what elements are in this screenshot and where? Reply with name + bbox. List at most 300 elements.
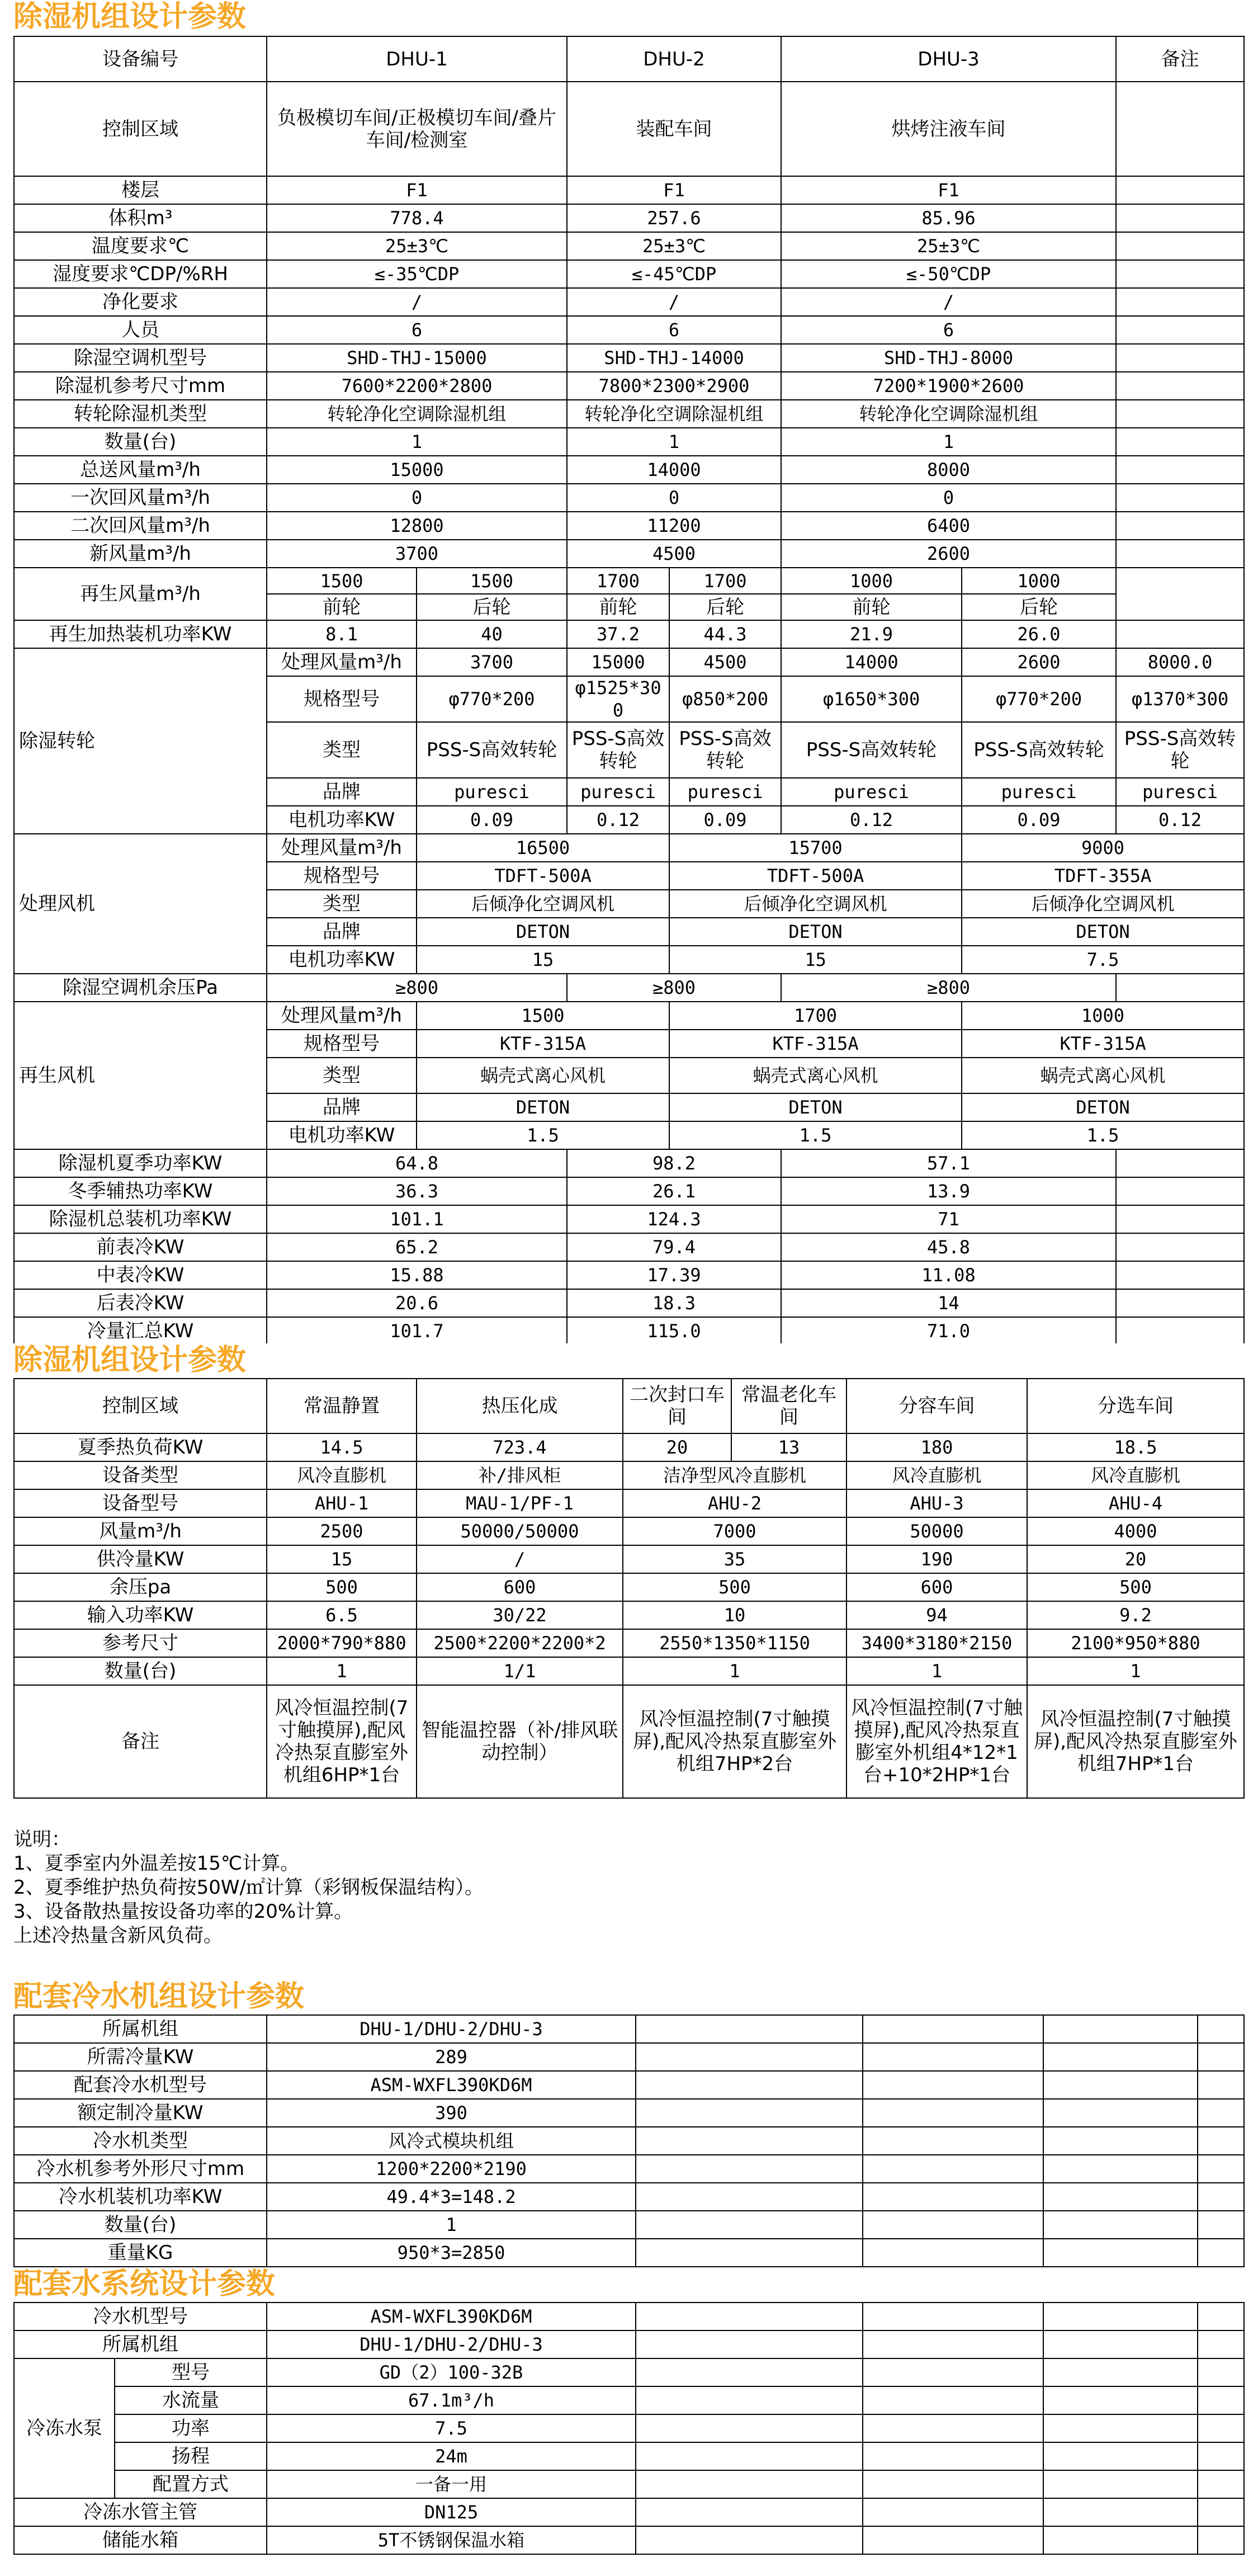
empty-cell	[863, 2155, 1043, 2183]
table-cell: 101.7	[267, 1317, 567, 1345]
table-row	[14, 2015, 1244, 2043]
table-cell: puresci	[567, 778, 669, 806]
row-header: 扬程	[115, 2442, 267, 2470]
table-cell: 500	[623, 1573, 846, 1601]
empty-cell	[636, 2211, 863, 2239]
table-row	[14, 316, 1244, 344]
table-row	[14, 648, 1244, 676]
table-cell: 负极模切车间/正极模切车间/叠片车间/检测室	[267, 82, 567, 176]
table-cell: 一备一用	[267, 2470, 636, 2498]
empty-cell	[1043, 2155, 1198, 2183]
table-cell: 13	[731, 1433, 846, 1461]
table-cell: PSS-S高效转轮	[567, 722, 669, 778]
empty-cell	[1198, 2155, 1244, 2183]
table-cell: 4000	[1027, 1517, 1244, 1545]
table-cell: 1700	[669, 568, 781, 594]
row-header: 前表冷KW	[14, 1233, 267, 1261]
remark-text: 智能温控器（补/排风联动控制）	[417, 1685, 623, 1798]
table-cell: 转轮净化空调除湿机组	[567, 400, 781, 428]
row-header: 新风量m³/h	[14, 540, 267, 568]
row-header: 品牌	[267, 1093, 417, 1121]
table-cell: DETON	[417, 1093, 669, 1121]
table-cell: F1	[267, 176, 567, 204]
empty-cell	[1043, 2470, 1198, 2498]
empty-cell	[1043, 2414, 1198, 2442]
table-cell: 64.8	[267, 1149, 567, 1177]
remark-cell	[1116, 1177, 1244, 1205]
table-cell: TDFT-500A	[669, 862, 962, 890]
row-header: 类型	[267, 890, 417, 918]
empty-cell	[1043, 2099, 1198, 2127]
empty-cell	[636, 2239, 863, 2267]
table-cell: 15700	[669, 834, 962, 862]
table-cell: 11200	[567, 512, 781, 540]
table-cell: 3700	[417, 648, 567, 676]
row-header: 湿度要求℃DP/%RH	[14, 260, 267, 288]
table-cell: 转轮净化空调除湿机组	[781, 400, 1116, 428]
row-header: 规格型号	[267, 862, 417, 890]
empty-cell	[863, 2211, 1043, 2239]
table-cell: 20	[1027, 1545, 1244, 1573]
row-header: 数量(台)	[14, 1657, 267, 1685]
table-cell: 25±3℃	[267, 232, 567, 260]
table-row	[14, 2183, 1244, 2211]
table-cell: 0.09	[962, 806, 1116, 834]
table-cell: 2500*2200*2200*2	[417, 1629, 623, 1657]
table-cell: DETON	[962, 1093, 1244, 1121]
table-cell: 79.4	[567, 1233, 781, 1261]
table-cell: 蜗壳式离心风机	[669, 1058, 962, 1093]
table-cell: 1/1	[417, 1657, 623, 1685]
empty-cell	[1198, 2498, 1244, 2526]
row-header: 设备类型	[14, 1461, 267, 1489]
table-cell: 15.88	[267, 1261, 567, 1289]
column-header: DHU-2	[567, 36, 781, 82]
table-cell: 7.5	[267, 2414, 636, 2442]
table-cell: 45.8	[781, 1233, 1116, 1261]
table-cell: DETON	[669, 1093, 962, 1121]
table-cell: ≤-50℃DP	[781, 260, 1116, 288]
table-cell: 20	[623, 1433, 731, 1461]
table-cell: 0.12	[781, 806, 962, 834]
table-cell: /	[781, 288, 1116, 316]
empty-cell	[1043, 2183, 1198, 2211]
row-header: 所需冷量KW	[14, 2043, 267, 2071]
dehumidifier-params-table	[13, 36, 1245, 1346]
table-cell: 风冷直膨机	[846, 1461, 1027, 1489]
remark-cell	[1116, 1289, 1244, 1317]
table-row	[14, 1573, 1244, 1601]
empty-cell	[1198, 2239, 1244, 2267]
table-row	[14, 2386, 1244, 2414]
table-cell: 1200*2200*2190	[267, 2155, 636, 2183]
table-row	[14, 1233, 1244, 1261]
remark-text: 风冷恒温控制(7寸触摸屏),配风冷热泵直膨室外机组7HP*2台	[623, 1685, 846, 1798]
table-cell: 500	[1027, 1573, 1244, 1601]
table-cell: 0.09	[417, 806, 567, 834]
table-cell: AHU-2	[623, 1489, 846, 1517]
table-cell: 后倾净化空调风机	[417, 890, 669, 918]
row-header: 再生风量m³/h	[14, 568, 267, 620]
empty-cell	[1043, 2071, 1198, 2099]
empty-cell	[1198, 2358, 1244, 2386]
row-header: 转轮除湿机类型	[14, 400, 267, 428]
table-row	[14, 1517, 1244, 1545]
table-cell: 20.6	[267, 1289, 567, 1317]
table-cell: 500	[267, 1573, 417, 1601]
table-row	[14, 2043, 1244, 2071]
row-header: 数量(台)	[14, 428, 267, 456]
table-row	[14, 974, 1244, 1002]
empty-cell	[1043, 2211, 1198, 2239]
table-cell: 94	[846, 1601, 1027, 1629]
empty-cell	[1043, 2358, 1198, 2386]
empty-cell	[863, 2470, 1043, 2498]
notes-line: 说明：	[13, 1828, 70, 1851]
row-header: 所属机组	[14, 2330, 267, 2358]
empty-cell	[863, 2239, 1043, 2267]
table-cell: 600	[417, 1573, 623, 1601]
row-header: 冷水机类型	[14, 2127, 267, 2155]
empty-cell	[1043, 2303, 1198, 2330]
notes-line: 上述冷热量含新风负荷。	[13, 1924, 223, 1947]
table-cell: 7200*1900*2600	[781, 372, 1116, 400]
row-header: 处理风量m³/h	[267, 1002, 417, 1030]
table-cell: 11.08	[781, 1261, 1116, 1289]
table-cell: 50000	[846, 1517, 1027, 1545]
table-cell: 6	[267, 316, 567, 344]
table-cell: 1	[267, 1657, 417, 1685]
table-cell: 778.4	[267, 204, 567, 232]
table-cell: DETON	[962, 918, 1244, 946]
empty-cell	[863, 2015, 1043, 2043]
table-cell: 25±3℃	[781, 232, 1116, 260]
row-header: 品牌	[267, 778, 417, 806]
column-header: 分选车间	[1027, 1379, 1244, 1433]
empty-cell	[1043, 2526, 1198, 2554]
empty-cell	[636, 2414, 863, 2442]
row-header: 设备型号	[14, 1489, 267, 1517]
table-cell: 7600*2200*2800	[267, 372, 567, 400]
table-cell: 补/排风柜	[417, 1461, 623, 1489]
table-cell: DETON	[669, 918, 962, 946]
column-header: 分容车间	[846, 1379, 1027, 1433]
table-cell: 前轮	[781, 594, 962, 620]
column-header: 热压化成	[417, 1379, 623, 1433]
empty-cell	[1043, 2386, 1198, 2414]
remark-cell	[1116, 82, 1244, 176]
row-header: 冷量汇总KW	[14, 1317, 267, 1345]
table-row	[14, 1489, 1244, 1517]
table-cell: 50000/50000	[417, 1517, 623, 1545]
table-cell: ≤-35℃DP	[267, 260, 567, 288]
row-header: 型号	[115, 2358, 267, 2386]
table-cell: 1.5	[417, 1121, 669, 1149]
table-row	[14, 36, 1244, 82]
empty-cell	[636, 2099, 863, 2127]
table-cell: 26.0	[962, 620, 1116, 648]
table-cell: 1	[781, 428, 1116, 456]
row-header: 除湿机夏季功率KW	[14, 1149, 267, 1177]
empty-cell	[1198, 2043, 1244, 2071]
row-header: 水流量	[115, 2386, 267, 2414]
table-cell: 0	[567, 484, 781, 512]
row-header: 总送风量m³/h	[14, 456, 267, 484]
table-cell: MAU-1/PF-1	[417, 1489, 623, 1517]
table-row	[14, 2211, 1244, 2239]
column-header: 常温老化车间	[731, 1379, 846, 1433]
table-row	[14, 1433, 1244, 1461]
row-header: 净化要求	[14, 288, 267, 316]
row-header: 备注	[14, 1685, 267, 1798]
table-row	[14, 834, 1244, 862]
remark-cell	[1116, 456, 1244, 484]
remark-cell	[1116, 344, 1244, 372]
table-cell: AHU-4	[1027, 1489, 1244, 1517]
table-cell: 8.1	[267, 620, 417, 648]
table-row	[14, 82, 1244, 176]
table-cell: 后轮	[962, 594, 1116, 620]
table-cell: 6400	[781, 512, 1116, 540]
table-cell: 8000.0	[1116, 648, 1244, 676]
table-cell: /	[417, 1545, 623, 1573]
remark-cell	[1116, 288, 1244, 316]
row-header: 除湿空调机型号	[14, 344, 267, 372]
empty-cell	[863, 2183, 1043, 2211]
row-header: 所属机组	[14, 2015, 267, 2043]
table-cell: 1500	[417, 1002, 669, 1030]
table-row	[14, 2099, 1244, 2127]
row-header: 类型	[267, 1058, 417, 1093]
remark-cell	[1116, 512, 1244, 540]
column-header: 常温静置	[267, 1379, 417, 1433]
remark-cell	[1116, 260, 1244, 288]
row-header: 电机功率KW	[267, 806, 417, 834]
empty-cell	[636, 2358, 863, 2386]
table-row	[14, 372, 1244, 400]
empty-cell	[863, 2414, 1043, 2442]
row-header: 类型	[267, 722, 417, 778]
table-cell: 3700	[267, 540, 567, 568]
table-cell: 6.5	[267, 1601, 417, 1629]
table-cell: 17.39	[567, 1261, 781, 1289]
table-cell: 2550*1350*1150	[623, 1629, 846, 1657]
table-cell: φ850*200	[669, 676, 781, 722]
table-row	[14, 204, 1244, 232]
table-cell: 6	[781, 316, 1116, 344]
empty-cell	[1043, 2330, 1198, 2358]
empty-cell	[1043, 2498, 1198, 2526]
table-cell: 30/22	[417, 1601, 623, 1629]
table-cell: 124.3	[567, 1205, 781, 1233]
row-header: 配置方式	[115, 2470, 267, 2498]
table-cell: 25±3℃	[567, 232, 781, 260]
table-cell: 1	[846, 1657, 1027, 1685]
empty-cell	[863, 2386, 1043, 2414]
chiller-params-table	[13, 2014, 1245, 2267]
table-cell: 1.5	[962, 1121, 1244, 1149]
row-header: 除湿空调机余压Pa	[14, 974, 267, 1002]
empty-cell	[863, 2442, 1043, 2470]
column-header: DHU-1	[267, 36, 567, 82]
table-cell: 4500	[669, 648, 781, 676]
table-cell: 1000	[962, 568, 1116, 594]
row-header: 额定制冷量KW	[14, 2099, 267, 2127]
row-header: 配套冷水机型号	[14, 2071, 267, 2099]
table-cell: ≥800	[567, 974, 781, 1002]
table-cell: φ1370*300	[1116, 676, 1244, 722]
table-row	[14, 1149, 1244, 1177]
row-header: 重量KG	[14, 2239, 267, 2267]
table-row	[14, 2239, 1244, 2267]
section-title-water-system: 配套水系统设计参数	[13, 2267, 1258, 2302]
table-cell: 后轮	[669, 594, 781, 620]
row-header: 数量(台)	[14, 2211, 267, 2239]
column-header: DHU-3	[781, 36, 1116, 82]
empty-cell	[1198, 2099, 1244, 2127]
table-cell: /	[567, 288, 781, 316]
table-cell: 49.4*3=148.2	[267, 2183, 636, 2211]
table-row	[14, 232, 1244, 260]
empty-cell	[863, 2526, 1043, 2554]
row-header: 输入功率KW	[14, 1601, 267, 1629]
table-cell: 180	[846, 1433, 1027, 1461]
remark-cell	[1116, 620, 1244, 648]
section-title-dehumidifier: 除湿机组设计参数	[13, 0, 1258, 36]
table-cell: 2100*950*880	[1027, 1629, 1244, 1657]
empty-cell	[1043, 2239, 1198, 2267]
table-cell: 40	[417, 620, 567, 648]
table-row	[14, 1002, 1244, 1030]
table-cell: GD（2）100-32B	[267, 2358, 636, 2386]
table-cell: 前轮	[267, 594, 417, 620]
table-cell: 35	[623, 1545, 846, 1573]
row-header: 规格型号	[267, 1030, 417, 1058]
table-cell: PSS-S高效转轮	[962, 722, 1116, 778]
table-cell: 14000	[781, 648, 962, 676]
table-cell: 后倾净化空调风机	[962, 890, 1244, 918]
table-cell: 9000	[962, 834, 1244, 862]
remark-text: 风冷恒温控制(7寸触摸屏),配风冷热泵直膨室外机组7HP*1台	[1027, 1685, 1244, 1798]
table-cell: ASM-WXFL390KD6M	[267, 2303, 636, 2330]
notes-block	[13, 1828, 1243, 1948]
column-header: 二次封口车间	[623, 1379, 731, 1433]
table-cell: 390	[267, 2099, 636, 2127]
group-label: 处理风机	[14, 834, 267, 974]
table-cell: 36.3	[267, 1177, 567, 1205]
table-row	[14, 1205, 1244, 1233]
row-header: 温度要求℃	[14, 232, 267, 260]
table-row	[14, 2155, 1244, 2183]
table-cell: 3400*3180*2150	[846, 1629, 1027, 1657]
table-row	[14, 1317, 1244, 1345]
empty-cell	[1198, 2015, 1244, 2043]
table-cell: /	[267, 288, 567, 316]
empty-cell	[1198, 2386, 1244, 2414]
table-cell: 10	[623, 1601, 846, 1629]
table-row	[14, 620, 1244, 648]
table-cell: 37.2	[567, 620, 669, 648]
row-header: 冷水机型号	[14, 2303, 267, 2330]
row-header: 夏季热负荷KW	[14, 1433, 267, 1461]
table-row	[14, 288, 1244, 316]
table-cell: 67.1m³/h	[267, 2386, 636, 2414]
table-row	[14, 2358, 1244, 2386]
table-cell: 风冷式模块机组	[267, 2127, 636, 2155]
table-cell: 14	[781, 1289, 1116, 1317]
table-cell: 7.5	[962, 946, 1244, 974]
table-row	[14, 1685, 1244, 1798]
table-cell: 1	[623, 1657, 846, 1685]
table-row	[14, 2127, 1244, 2155]
table-cell: φ770*200	[417, 676, 567, 722]
empty-cell	[636, 2386, 863, 2414]
table-cell: TDFT-500A	[417, 862, 669, 890]
empty-cell	[863, 2043, 1043, 2071]
empty-cell	[636, 2043, 863, 2071]
row-header: 人员	[14, 316, 267, 344]
remark-cell	[1116, 428, 1244, 456]
table-cell: 5T不锈钢保温水箱	[267, 2526, 636, 2554]
table-cell: 1.5	[669, 1121, 962, 1149]
table-cell: 1	[267, 2211, 636, 2239]
remark-cell	[1116, 1205, 1244, 1233]
table-cell: F1	[567, 176, 781, 204]
remark-cell	[1116, 484, 1244, 512]
remark-cell	[1116, 372, 1244, 400]
empty-cell	[1198, 2183, 1244, 2211]
table-cell: DETON	[417, 918, 669, 946]
table-cell: PSS-S高效转轮	[417, 722, 567, 778]
table-cell: 转轮净化空调除湿机组	[267, 400, 567, 428]
row-header: 楼层	[14, 176, 267, 204]
remark-cell	[1116, 204, 1244, 232]
empty-cell	[636, 2183, 863, 2211]
table-cell: 71.0	[781, 1317, 1116, 1345]
table-row	[14, 260, 1244, 288]
group-label: 冷冻水泵	[14, 2358, 115, 2498]
table-cell: 950*3=2850	[267, 2239, 636, 2267]
empty-cell	[636, 2330, 863, 2358]
row-header: 品牌	[267, 918, 417, 946]
row-header: 除湿机总装机功率KW	[14, 1205, 267, 1233]
table-row	[14, 568, 1244, 594]
table-cell: 后倾净化空调风机	[669, 890, 962, 918]
table-cell: 风冷直膨机	[267, 1461, 417, 1489]
table-cell: puresci	[1116, 778, 1244, 806]
remark-cell	[1116, 1261, 1244, 1289]
empty-cell	[1043, 2043, 1198, 2071]
table-cell: 26.1	[567, 1177, 781, 1205]
empty-cell	[1043, 2127, 1198, 2155]
empty-cell	[1198, 2211, 1244, 2239]
column-header: 备注	[1116, 36, 1244, 82]
table-row	[14, 1601, 1244, 1629]
table-cell: 15	[267, 1545, 417, 1573]
empty-cell	[636, 2303, 863, 2330]
table-cell: 0.09	[669, 806, 781, 834]
table-cell: 12800	[267, 512, 567, 540]
row-header: 处理风量m³/h	[267, 834, 417, 862]
empty-cell	[636, 2526, 863, 2554]
table-cell: PSS-S高效转轮	[1116, 722, 1244, 778]
table-cell: φ1650*300	[781, 676, 962, 722]
table-cell: 257.6	[567, 204, 781, 232]
remark-cell	[1116, 1233, 1244, 1261]
table-row	[14, 2071, 1244, 2099]
empty-cell	[863, 2127, 1043, 2155]
table-row	[14, 2330, 1244, 2358]
